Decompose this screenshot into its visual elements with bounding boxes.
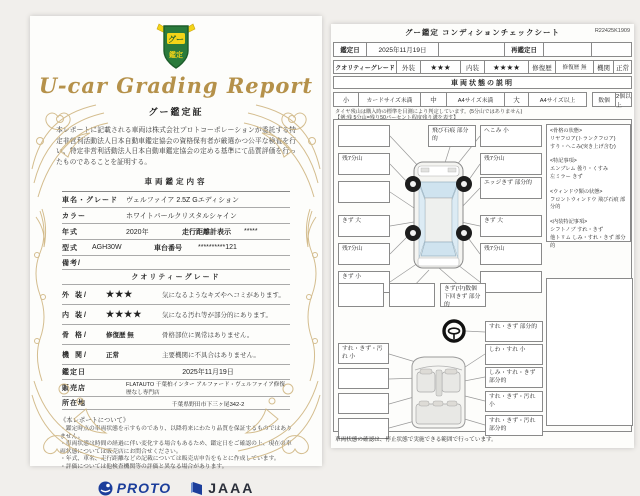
size-small-label: 小: [333, 92, 359, 107]
field-label: 車名・グレード: [62, 196, 118, 204]
grade-description: 気になる汚れ等が部分的にあります。: [162, 312, 272, 320]
field-label: 走行距離計表示: [182, 228, 231, 236]
car-interior-view: [412, 357, 465, 428]
field-value: 千葉県野田市下三ヶ尾342-2: [171, 401, 245, 408]
field-value: 2025年11月19日: [182, 369, 234, 377]
callout-edge-scratch: エッジきず 部分的: [480, 177, 542, 199]
grade-label: 内 装/: [62, 311, 88, 319]
callout-windshield-chip: 飛び石痕 部分的: [428, 125, 476, 147]
field-label: 車台番号: [154, 244, 182, 252]
grade-label-cell: クオリティーグレード: [333, 60, 397, 74]
badge-kantei-text: 鑑定: [169, 52, 183, 59]
jaaa-logo-text: JAAA: [208, 480, 255, 496]
disclaimer-title: 《本レポートについて》: [60, 417, 130, 425]
grade-value: 正常: [106, 352, 119, 360]
date-label-cell: 鑑定日: [333, 42, 367, 57]
goo-kantei-shield-logo: [155, 21, 197, 71]
grade-stars: ★★★★: [106, 309, 143, 320]
callout-empty: [338, 393, 389, 414]
certificate-title: U-car Grading Report: [38, 73, 314, 98]
condition-legend-box: <骨格の状態> リヤフロア(トランクフロア) すり・へこみ(突き上げ含む) <特記事項> エンブレム 曇り・くすみ 左ミラー きず <ウィンドウ類の状態> フロントウィンドウ 飛び石痕 部分的 <内装特記事項> シフトノブ すれ・きず 他トリム しみ・すれ・きず 部分的: [546, 124, 631, 242]
callout-seat-stain: しみ・すれ・きず 部分的: [485, 367, 543, 388]
callout-tire-tread: 残7分山: [338, 153, 390, 175]
callout-trim-wear: すれ・きず・汚れ 小: [485, 391, 543, 412]
condition-explanation-heading: 車両状態の説明: [333, 76, 632, 89]
certificate-subtitle: グー鑑定証: [148, 107, 204, 117]
legend-empty-box: [546, 278, 633, 426]
field-value: *****: [244, 228, 258, 236]
section-grade-heading: クオリティーグレード: [62, 270, 290, 285]
callout-scratch-large: きず 大: [480, 215, 542, 237]
count-label: 数個: [592, 92, 616, 107]
grade-row-frame: [62, 325, 290, 345]
callout-rear-seat-wear: すれ・きず・汚れ 部分的: [485, 415, 543, 436]
proto-logo-text: PROTO: [116, 480, 172, 496]
engine-value-cell: 正常: [614, 60, 632, 74]
callout-empty: [338, 125, 390, 147]
condition-check-sheet: [331, 24, 634, 448]
engine-label-cell: 機関: [594, 60, 614, 74]
disclaimer-item: ・鑑定時点の車両状態を示すものであり、以降将来にわたり品質を保証するものではありません。: [60, 426, 292, 440]
field-value: AGH30W: [92, 244, 122, 252]
grade-label: 骨 格/: [62, 331, 88, 339]
gold-side-ornament: [30, 211, 52, 381]
callout-seat-wrinkle: しわ・すれ 小: [485, 344, 543, 365]
car-exterior-topview: [405, 162, 472, 268]
field-label: 販売店: [62, 385, 86, 393]
interior-label-cell: 内装: [461, 60, 485, 74]
field-value: 2020年: [126, 228, 149, 236]
sheet-title: グー鑑定 コンディションチェックシート: [404, 28, 561, 37]
size-large-label: 大: [505, 92, 529, 107]
redate-label-cell: 再鑑定日: [505, 42, 544, 57]
tire-note-line1: タイヤ残山は購入時の標準を目測により判定しています。(5分山ではありません): [335, 109, 523, 115]
field-label: 鑑定日: [62, 369, 86, 377]
badge-goo-text: グー: [168, 35, 184, 44]
tire-note-line2: 【例:残 5分山=残り50パーセント程度残り溝を表す】: [335, 115, 459, 121]
grading-report-certificate: [30, 16, 322, 496]
exterior-stars-cell: ★★★: [421, 60, 461, 74]
grade-description: 気になるようなキズやヘコミがあります。: [162, 292, 285, 300]
section-vehicle-heading: 車両鑑定内容: [144, 177, 208, 187]
proto-logo: [98, 480, 172, 496]
size-medium-value: A4サイズ未満: [447, 92, 505, 107]
size-small-value: カードサイズ未満: [359, 92, 421, 107]
steering-wheel-icon: [444, 321, 464, 341]
grade-label: 機 関/: [62, 351, 88, 359]
empty-cell: [592, 42, 632, 57]
disclaimer-item: ・評価については他検査機関等の評価と異なる場合があります。: [60, 463, 228, 470]
repair-value-cell: 修復歴 無: [556, 60, 594, 74]
callout-empty: [480, 271, 542, 293]
redate-value-cell: [544, 42, 592, 57]
field-label: 所在地: [62, 400, 86, 408]
jaaa-logo: [191, 480, 254, 496]
repair-label-cell: 修復歴: [529, 60, 556, 74]
callout-empty: [338, 368, 389, 389]
inspection-scope-note: 車両状態の確認は、停止状態で実施できる範囲で行っています。: [335, 437, 497, 443]
callout-empty: [389, 283, 435, 307]
callout-empty: [338, 181, 390, 203]
jaaa-flag-icon: [191, 481, 204, 496]
callout-scratch-large: きず 大: [338, 215, 390, 237]
size-large-value: A4サイズ以上: [529, 92, 587, 107]
sheet-reference-number: R22425K1909: [594, 28, 630, 34]
gold-side-ornament: [300, 211, 322, 381]
date-value-cell: 2025年11月19日: [367, 42, 439, 57]
field-value: ホワイトパールクリスタルシャイン: [126, 212, 237, 220]
size-legend-row: [333, 92, 632, 107]
callout-empty: [338, 283, 384, 307]
disclaimer-item: ・年式、車名、走行距離などの記載については販売店申告をもとに作成しています。: [60, 456, 280, 463]
interior-stars-cell: ★★★★: [485, 60, 529, 74]
callout-underside-scratch: きず(中)数個 下回きず 部分的: [440, 283, 486, 307]
footer-logos: [30, 480, 322, 496]
proto-globe-icon: [98, 481, 113, 496]
table-row: [62, 256, 290, 270]
certificate-intro-text: 本レポートに記載される車両は株式会社プロトコーポレーションが委託する特定非営利活動法人日本自動車鑑定協会の資格保有者が厳選かつ公平な検査を行い、特定非営利活動法人日本自動車鑑定協会の定める基準にて品質評価を行ったものであることを証明する。: [56, 127, 296, 166]
field-value: **********121: [198, 244, 237, 252]
grade-description: 主要機関に不具合はありません。: [162, 352, 260, 360]
grade-row-interior: [62, 305, 290, 325]
disclaimer-item: ・車両状態は時間の経過に伴い変化する場合もあるため、鑑定日をご確認の上、現在の車両状態については販売店にお問合せください。: [60, 441, 292, 455]
grade-row-exterior: [62, 285, 290, 305]
callout-tire-tread: 残7分山: [480, 243, 542, 265]
field-label: 型式: [62, 244, 78, 252]
grade-value: 修復歴 無: [106, 332, 134, 340]
callout-tire-tread: 残7分山: [480, 153, 542, 175]
grade-summary-row: [333, 60, 632, 74]
exterior-label-cell: 外装: [397, 60, 421, 74]
size-medium-label: 中: [421, 92, 447, 107]
field-label: カラー: [62, 212, 86, 220]
field-label: 年式: [62, 228, 78, 236]
date-row: [333, 42, 632, 57]
count-value: 2個以上: [616, 93, 631, 109]
callout-steering-wear: すれ・きず 部分的: [485, 321, 543, 342]
field-value: ヴェルファイア 2.5Z Gエディション: [126, 196, 240, 204]
field-label: 備考/: [62, 259, 81, 267]
callout-scratch-small: きず 小: [338, 271, 390, 293]
grade-description: 骨格部位に異常はありません。: [162, 332, 254, 340]
grade-label: 外 装/: [62, 291, 88, 299]
callout-tire-tread: 残7分山: [338, 243, 390, 265]
empty-cell: [439, 42, 505, 57]
field-value: FLATAUTO 千葉柏インター アルファード・ヴェルファイア修復歴なし専門店: [126, 382, 285, 397]
callout-dash-wear: すれ・きず・汚れ 小: [338, 343, 389, 364]
vehicle-diagram-area: [333, 119, 632, 432]
callout-dent-small: へこみ 小: [480, 125, 542, 147]
grade-stars: ★★★: [106, 289, 134, 300]
